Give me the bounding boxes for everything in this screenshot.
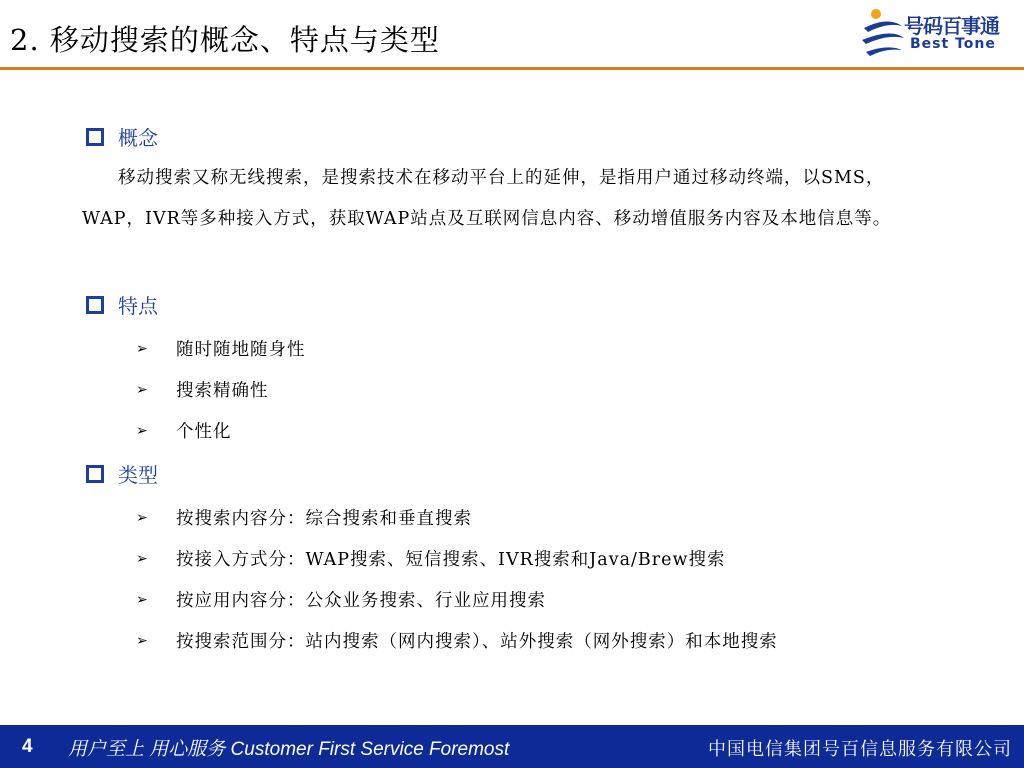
square-bullet-icon: [86, 465, 104, 483]
type-item: [136, 628, 778, 653]
arrow-bullet-icon: ➢: [136, 381, 149, 398]
feature-item: [136, 377, 269, 402]
type-item: [136, 505, 472, 530]
page-number: 4: [22, 736, 33, 757]
arrow-bullet-icon: ➢: [136, 550, 149, 567]
feature-item: [136, 418, 232, 443]
feature-item-label: 随时随地随身性: [176, 340, 306, 360]
section-heading-label: 特点: [118, 294, 158, 318]
section-heading-label: 概念: [118, 126, 158, 150]
type-item-label: 按接入方式分：WAP搜索、短信搜索、IVR搜索和Java/Brew搜索: [176, 550, 726, 570]
concept-paragraph: 移动搜索又称无线搜索，是搜索技术在移动平台上的延伸，是指用户通过移动终端，以SMS，WAP，IVR等多种接入方式，获取WAP站点及互联网信息内容、移动增值服务内容及本地信息等。: [82, 168, 892, 229]
section-heading-types: [86, 459, 158, 488]
logo-text-cn: 号码百事通: [904, 14, 999, 38]
section-heading-features: [86, 290, 158, 319]
feature-item-label: 搜索精确性: [176, 381, 269, 401]
arrow-bullet-icon: ➢: [136, 340, 149, 357]
footer-slogan: 用户至上 用心服务 Customer First Service Foremost: [68, 739, 510, 760]
arrow-bullet-icon: ➢: [136, 591, 149, 608]
square-bullet-icon: [86, 296, 104, 314]
footer-company: 中国电信集团号百信息服务有限公司: [708, 739, 1012, 760]
feature-item-label: 个性化: [176, 422, 232, 442]
footer-bar: [0, 725, 1024, 768]
arrow-bullet-icon: ➢: [136, 509, 149, 526]
logo-text-en: Best Tone: [910, 36, 996, 52]
type-item-label: 按搜索范围分：站内搜索（网内搜索）、站外搜索（网外搜索）和本地搜索: [176, 632, 778, 652]
square-bullet-icon: [86, 128, 104, 146]
arrow-bullet-icon: ➢: [136, 422, 149, 439]
type-item-label: 按应用内容分：公众业务搜索、行业应用搜索: [176, 591, 546, 611]
section-heading-concept: [86, 122, 158, 151]
arrow-bullet-icon: ➢: [136, 632, 149, 649]
title-divider: [0, 67, 1024, 70]
feature-item: [136, 336, 306, 361]
type-item: [136, 587, 546, 612]
section-heading-label: 类型: [118, 463, 158, 487]
slide-title: 2. 移动搜索的概念、特点与类型: [10, 23, 440, 57]
type-item: [136, 546, 725, 571]
best-tone-logo: [858, 6, 1008, 60]
type-item-label: 按搜索内容分：综合搜索和垂直搜索: [176, 509, 472, 529]
logo-swirl-icon: [858, 6, 908, 60]
